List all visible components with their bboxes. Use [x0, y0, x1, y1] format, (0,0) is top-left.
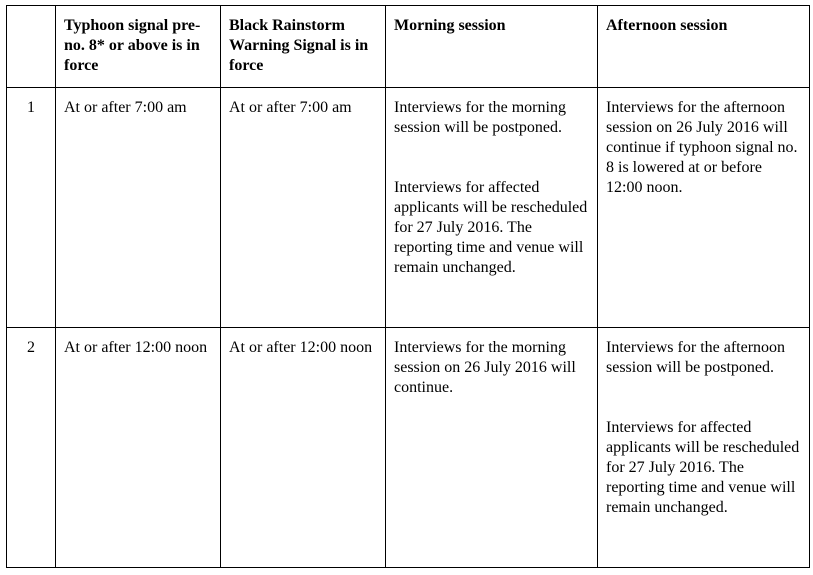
morning-session-text: Interviews for the morning session will be postponed. — [394, 99, 566, 136]
afternoon-session-cell — [598, 88, 810, 328]
morning-session-text: Interviews for affected applicants will be rescheduled for 27 July 2016. The reporting time and venue will remain unchanged. — [394, 179, 588, 276]
rainstorm-condition: At or after 12:00 noon — [221, 328, 386, 568]
afternoon-session-text: Interviews for the afternoon session on 26 July 2016 will continue if typhoon signal no. 8 is lowered at or before 12:00 noon. — [606, 99, 798, 196]
table-row — [7, 88, 810, 328]
header-typhoon-signal: Typhoon signal pre-no. 8* or above is in force — [56, 6, 221, 88]
row-number: 2 — [7, 328, 56, 568]
table-header-row — [7, 6, 810, 88]
morning-session-cell — [386, 328, 598, 568]
row-number: 1 — [7, 88, 56, 328]
header-number — [7, 6, 56, 88]
header-black-rainstorm: Black Rainstorm Warning Signal is in force — [221, 6, 386, 88]
morning-session-text: Interviews for the morning session on 26 July 2016 will continue. — [394, 339, 576, 396]
afternoon-session-text: Interviews for the afternoon session will be postponed. — [606, 339, 786, 376]
arrangement-table — [6, 5, 810, 568]
typhoon-condition: At or after 12:00 noon — [56, 328, 221, 568]
header-afternoon-session: Afternoon session — [598, 6, 810, 88]
morning-session-cell — [386, 88, 598, 328]
afternoon-session-cell — [598, 328, 810, 568]
rainstorm-condition: At or after 7:00 am — [221, 88, 386, 328]
table-row — [7, 328, 810, 568]
typhoon-condition: At or after 7:00 am — [56, 88, 221, 328]
afternoon-session-text: Interviews for affected applicants will be rescheduled for 27 July 2016. The reporting time and venue will remain unchanged. — [606, 419, 800, 516]
header-morning-session: Morning session — [386, 6, 598, 88]
